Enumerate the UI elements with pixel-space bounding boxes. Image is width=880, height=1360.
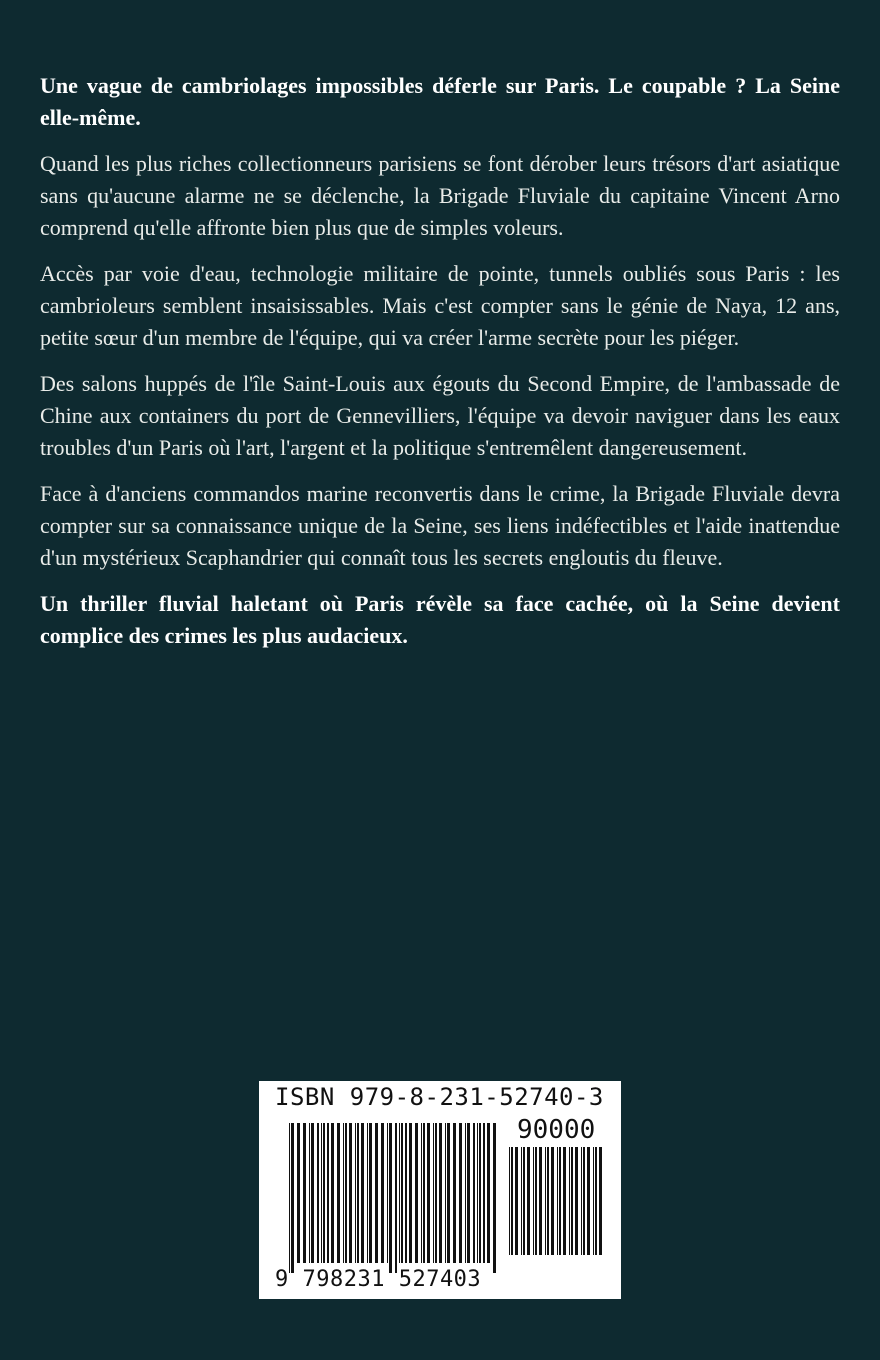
barcode-bar (381, 1123, 384, 1263)
barcode-bar (323, 1123, 325, 1263)
barcode-bar (401, 1123, 403, 1263)
barcode-bar (395, 1123, 397, 1273)
barcode-bar (539, 1147, 542, 1255)
barcode-bar (459, 1123, 462, 1263)
barcode-bar (369, 1123, 372, 1263)
blurb-paragraph-3: Des salons huppés de l'île Saint-Louis aux égouts du Second Empire, de l'ambassade de Chine aux containers du port de Gennevilliers, l'équipe va devoir naviguer dans les eaux troubles d'un Paris où l'art, l'argent et la politique s'entremêlent dangereusement. (40, 371, 840, 460)
barcode-bar (343, 1123, 344, 1263)
barcode-bar (345, 1123, 347, 1263)
barcode-bar (433, 1123, 434, 1263)
barcode-bar (545, 1147, 546, 1255)
barcode-bar (535, 1147, 537, 1255)
barcode-bar (521, 1147, 522, 1255)
barcode-bar (493, 1123, 496, 1273)
blurb-paragraph-2: Accès par voie d'eau, technologie militaire de pointe, tunnels oubliés sous Paris : les cambrioleurs semblent insaisissables. Mais c'est compter sans le génie de Naya, 12 ans, petite sœur d'un membre de l'équipe, qui va créer l'arme secrète pour les piéger. (40, 261, 840, 350)
barcode-bar (291, 1123, 294, 1273)
barcode-bar (509, 1147, 510, 1255)
barcode-bar (533, 1147, 534, 1255)
barcode-bar (581, 1147, 582, 1255)
barcode-bar (361, 1123, 364, 1263)
barcode-bar (551, 1147, 554, 1255)
isbn-barcode (259, 1081, 621, 1299)
barcode-bar (575, 1147, 578, 1255)
blurb-closing: Un thriller fluvial haletant où Paris révèle sa face cachée, où la Seine devient complice des crimes les plus audacieux. (40, 591, 840, 648)
price-code: 90000 (517, 1115, 596, 1145)
barcode-bar (289, 1123, 290, 1273)
barcode-bar (321, 1123, 322, 1263)
blurb-paragraph-1: Quand les plus riches collectionneurs parisiens se font dérober leurs trésors d'art asiatique sans qu'aucune alarme ne se déclenche, la Brigade Fluviale du capitaine Vincent Arno comprend qu'elle affronte bien plus que de simples voleurs. (40, 151, 840, 240)
barcode-bar (547, 1147, 549, 1255)
barcode-bar (409, 1123, 412, 1263)
barcode-bar (375, 1123, 378, 1263)
barcode-bar (479, 1123, 481, 1263)
ean-digits: 9 798231 527403 (275, 1267, 482, 1292)
barcode-bar (487, 1123, 490, 1263)
blurb-text (40, 70, 840, 666)
barcode-bar (511, 1147, 513, 1255)
barcode-bar (563, 1147, 566, 1255)
barcode-bar (389, 1123, 392, 1273)
barcode-bar (331, 1123, 334, 1263)
barcode-bar (465, 1123, 466, 1263)
barcode-bar (421, 1123, 422, 1263)
barcode-bar (445, 1123, 446, 1263)
barcode-bar (523, 1147, 525, 1255)
barcode-bar (583, 1147, 585, 1255)
barcode-bar (367, 1123, 368, 1263)
barcode-bar (405, 1123, 407, 1263)
barcode-bar (337, 1123, 340, 1263)
barcode-bar (317, 1123, 319, 1263)
barcode-bar (311, 1123, 314, 1263)
barcode-bar (559, 1147, 561, 1255)
barcode-bar (571, 1147, 573, 1255)
barcode-bar (387, 1123, 388, 1263)
barcode-bar (599, 1147, 602, 1255)
barcode-bar (357, 1123, 359, 1263)
barcode-bar (309, 1123, 310, 1263)
barcode-bar (427, 1123, 430, 1263)
barcode-bar (399, 1123, 400, 1263)
barcode-bar (297, 1123, 300, 1263)
barcode-bar (435, 1123, 437, 1263)
barcode-bar (349, 1123, 352, 1263)
barcode-bar (447, 1123, 450, 1263)
blurb-lead: Une vague de cambriolages impossibles déferle sur Paris. Le coupable ? La Seine elle-même. (40, 73, 840, 130)
barcode-bar (593, 1147, 594, 1255)
ean-barcode-bars (289, 1123, 499, 1273)
barcode-bar (595, 1147, 597, 1255)
blurb-paragraph-4: Face à d'anciens commandos marine reconvertis dans le crime, la Brigade Fluviale devra compter sur sa connaissance unique de la Seine, ses liens indéfectibles et l'aide inattendue d'un mystérieux Scaphandrier qui connaît tous les secrets engloutis du fleuve. (40, 481, 840, 570)
barcode-bar (569, 1147, 570, 1255)
barcode-bar (327, 1123, 329, 1263)
barcode-bar (453, 1123, 456, 1263)
barcode-bar (515, 1147, 518, 1255)
barcode-bar (477, 1123, 478, 1263)
price-addon-bars (509, 1147, 605, 1265)
barcode-bar (483, 1123, 485, 1263)
barcode-bar (557, 1147, 558, 1255)
barcode-bar (355, 1123, 356, 1263)
barcode-bar (527, 1147, 530, 1255)
barcode-bar (587, 1147, 590, 1255)
barcode-bar (303, 1123, 306, 1263)
barcode-bar (467, 1123, 470, 1263)
isbn-label: ISBN 979-8-231-52740-3 (275, 1083, 604, 1111)
barcode-bar (423, 1123, 425, 1263)
barcode-bar (439, 1123, 442, 1263)
barcode-bar (415, 1123, 418, 1263)
barcode-bar (473, 1123, 475, 1263)
